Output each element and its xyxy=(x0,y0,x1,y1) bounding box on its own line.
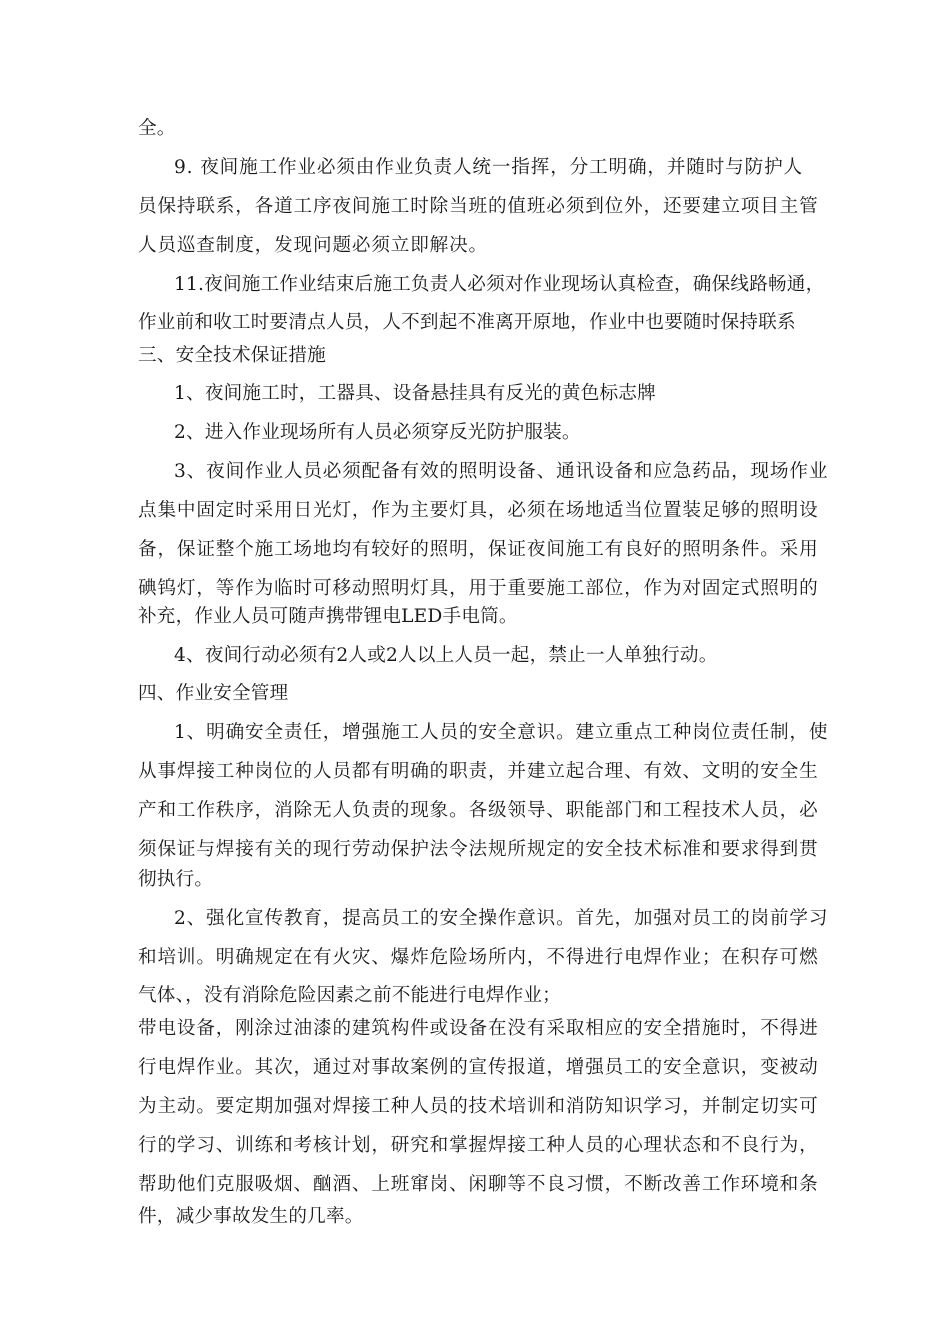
text-line: 从事焊接工种岗位的人员都有明确的职责，并建立起合理、有效、文明的安全生 xyxy=(138,761,819,782)
text-line: 碘钨灯，等作为临时可移动照明灯具，用于重要施工部位，作为对固定式照明的 xyxy=(138,578,819,599)
text-line: 1、明确安全责任，增强施工人员的安全意识。建立重点工种岗位责任制，使 xyxy=(174,722,829,743)
section-heading: 四、作业安全管理 xyxy=(138,683,289,704)
text-line: 备，保证整个施工场地均有较好的照明，保证夜间施工有良好的照明条件。采用 xyxy=(138,539,819,560)
text-line: 11.夜间施工作业结束后施工负责人必须对作业现场认真检查，确保线路畅通， xyxy=(174,274,825,295)
text-line: 帮助他们克服吸烟、酗酒、上班窜岗、闲聊等不良习惯，不断改善工作环境和条 xyxy=(138,1174,819,1195)
text-line: 2、强化宣传教育，提高员工的安全操作意识。首先，加强对员工的岗前学习 xyxy=(174,908,829,929)
text-line: 2、进入作业现场所有人员必须穿反光防护服装。 xyxy=(174,422,581,443)
text-line: 点集中固定时采用日光灯，作为主要灯具，必须在场地适当位置装足够的照明设 xyxy=(138,500,819,521)
text-line: 4、夜间行动必须有2人或2人以上人员一起，禁止一人单独行动。 xyxy=(174,645,718,666)
text-line: 人员巡查制度，发现问题必须立即解决。 xyxy=(138,235,488,256)
text-line: 1、夜间施工时，工器具、设备悬挂具有反光的黄色标志牌 xyxy=(174,383,656,404)
text-line: 彻执行。 xyxy=(138,869,214,890)
text-line: 行电焊作业。其次，通过对事故案例的宣传报道，增强员工的安全意识，变被动 xyxy=(138,1057,819,1078)
text-line: 须保证与焊接有关的现行劳动保护法令法规所规定的安全技术标准和要求得到贯 xyxy=(138,839,819,860)
text-line: 3、夜间作业人员必须配备有效的照明设备、通讯设备和应急药品，现场作业 xyxy=(174,461,829,482)
text-line: 产和工作秩序，消除无人负责的现象。各级领导、职能部门和工程技术人员，必 xyxy=(138,800,819,821)
text-line: 气体、，没有消除危险因素之前不能进行电焊作业； xyxy=(138,985,561,1006)
section-heading: 三、安全技术保证措施 xyxy=(138,345,326,366)
text-line: 作业前和收工时要清点人员，人不到起不准离开原地，作业中也要随时保持联系 xyxy=(138,312,796,333)
text-line: 9. 夜间施工作业必须由作业负责人统一指挥，分工明确，并随时与防护人 xyxy=(174,157,803,178)
text-line: 行的学习、训练和考核计划，研究和掌握焊接工种人员的心理状态和不良行为， xyxy=(138,1135,819,1156)
text-line: 和培训。明确规定在有火灾、爆炸危险场所内，不得进行电焊作业；在积存可燃 xyxy=(138,947,819,968)
text-line: 员保持联系，各道工序夜间施工时除当班的值班必须到位外，还要建立项目主管 xyxy=(138,196,819,217)
text-line: 为主动。要定期加强对焊接工种人员的技术培训和消防知识学习，并制定切实可 xyxy=(138,1096,819,1117)
text-line: 带电设备，刚涂过油漆的建筑构件或设备在没有采取相应的安全措施时，不得进 xyxy=(138,1018,819,1039)
text-line: 全。 xyxy=(138,118,176,139)
text-line: 补充，作业人员可随声携带锂电LED手电筒。 xyxy=(138,606,518,627)
text-line: 件，减少事故发生的几率。 xyxy=(138,1206,364,1227)
